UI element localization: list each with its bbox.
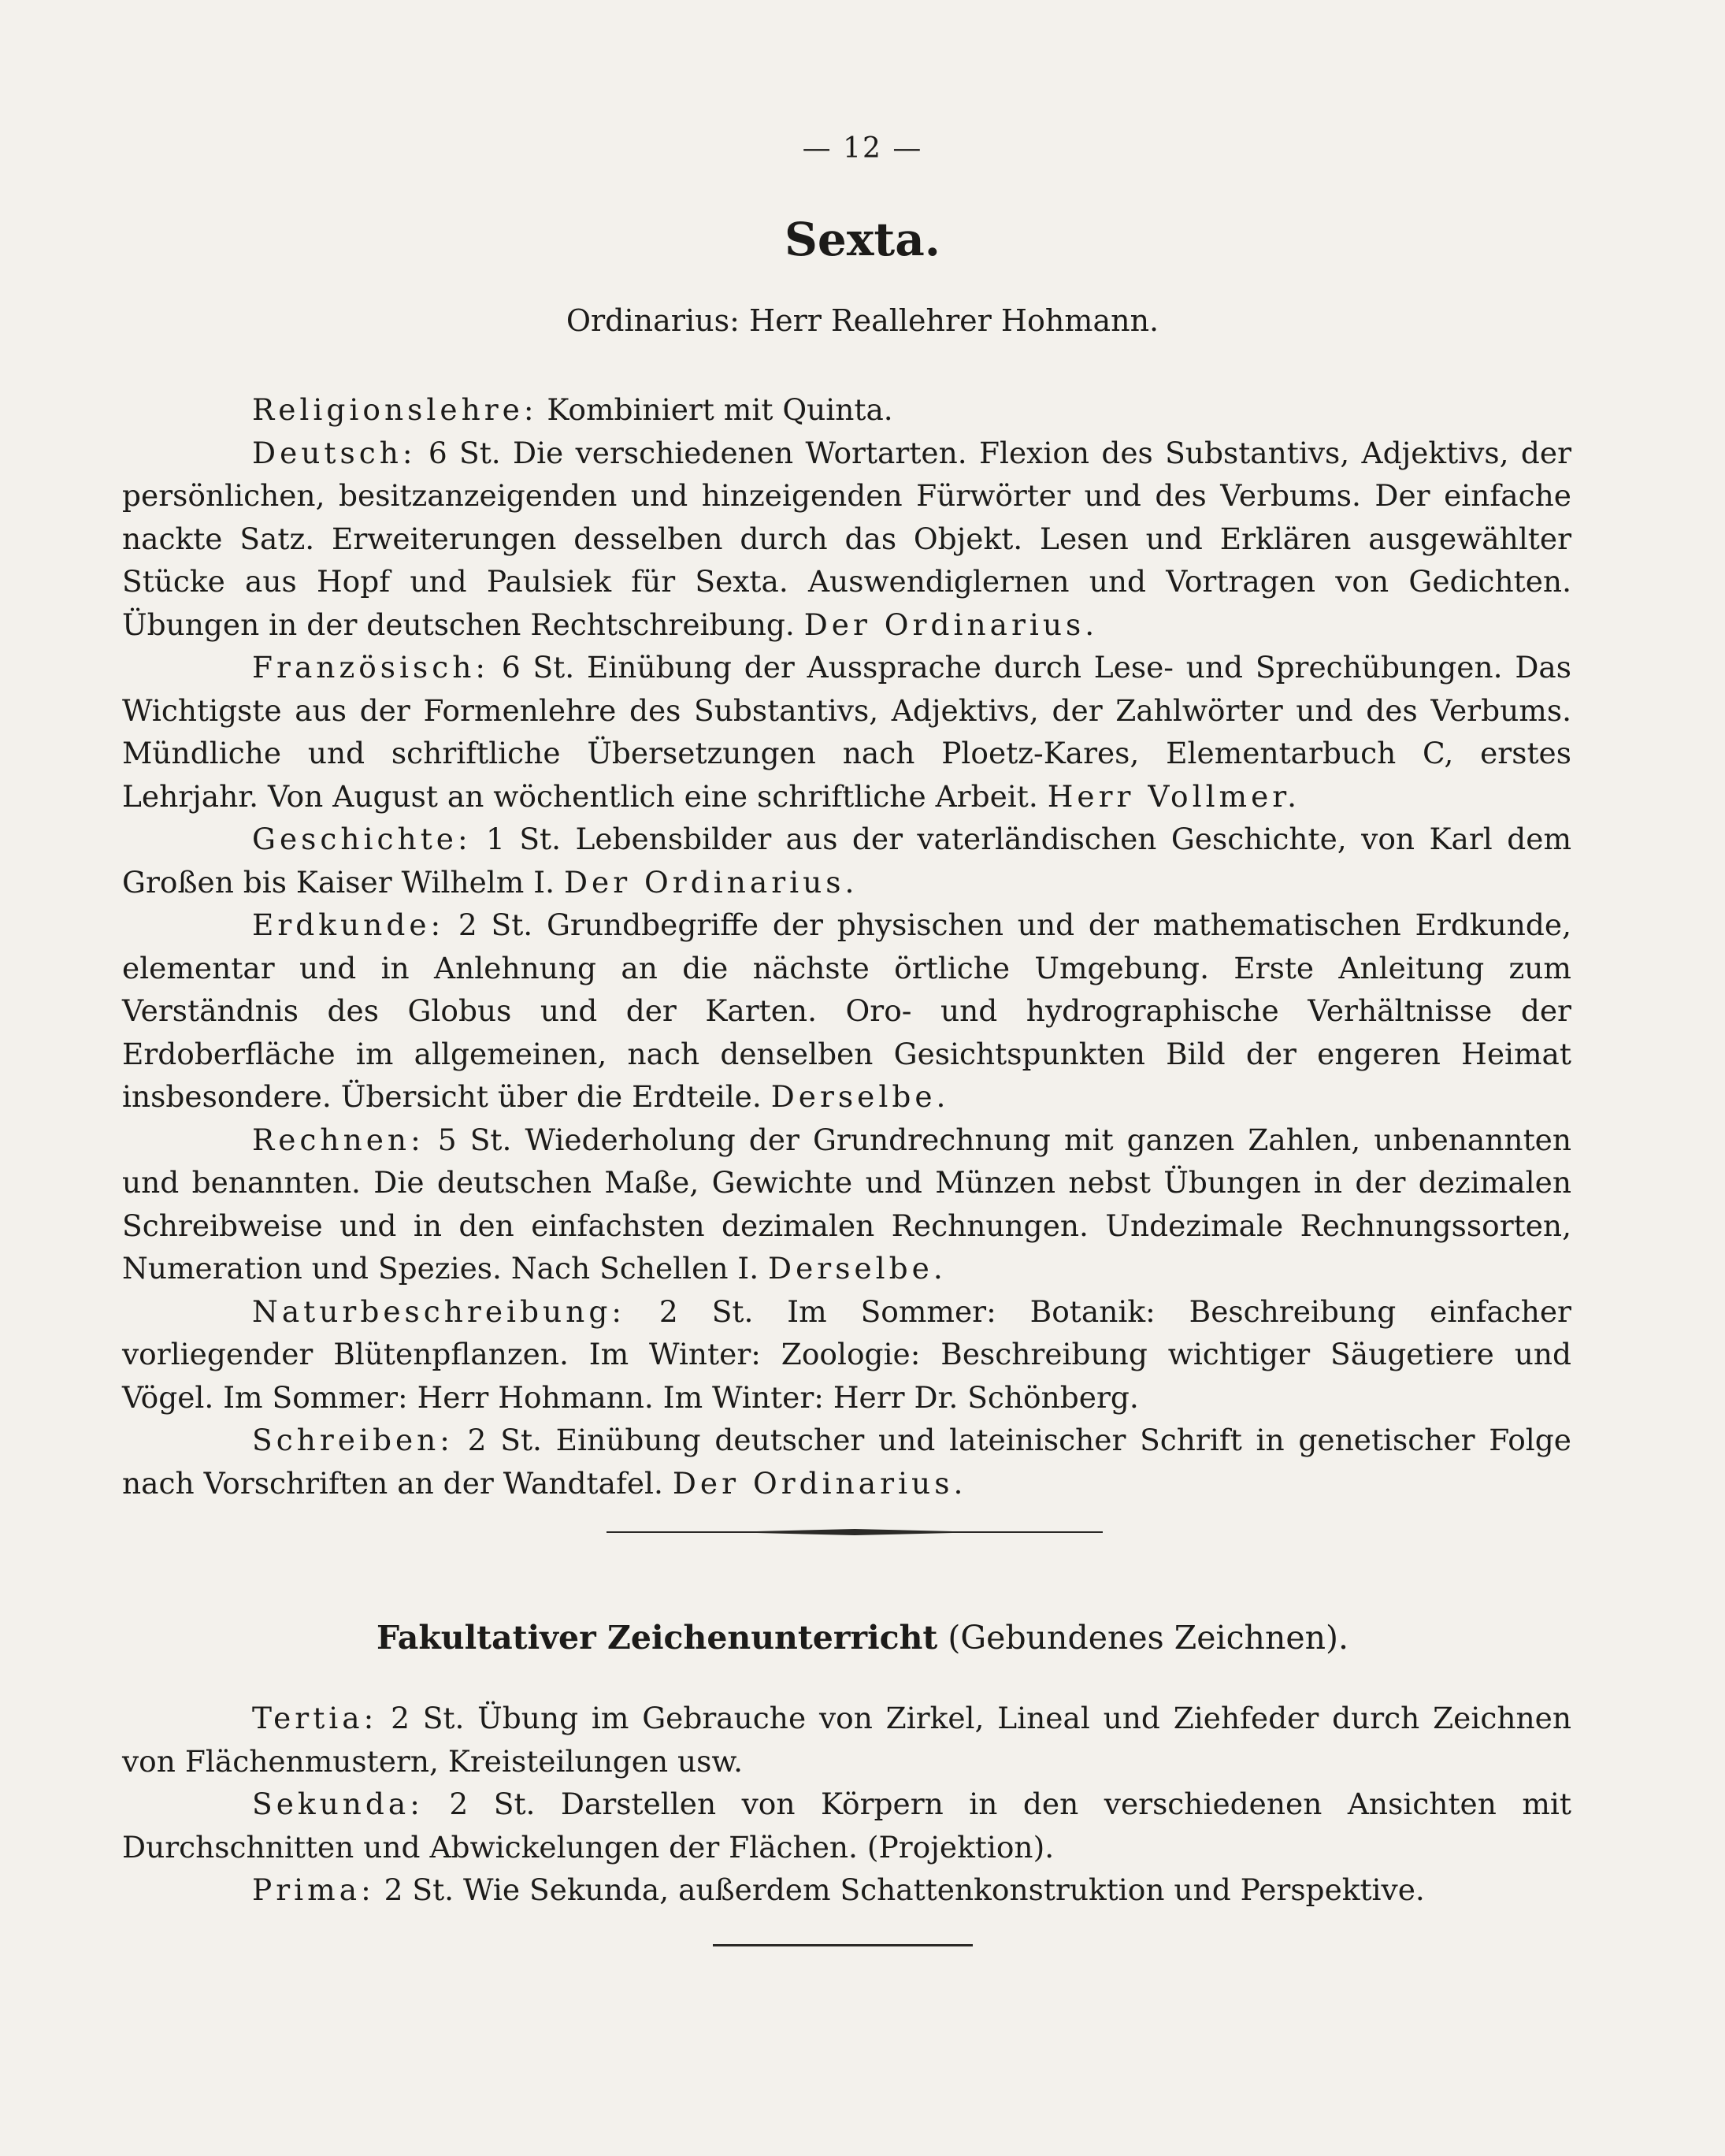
subject-description: 1 St. Lebensbilder aus der vaterländischen Geschichte, von Karl dem Großen bis Kaiser Wilhelm I. — [122, 822, 1571, 900]
subject-description: 2 St. Übung im Gebrauche von Zirkel, Lineal und Ziehfeder durch Zeichnen von Flächenmustern, Kreisteilungen usw. — [122, 1701, 1571, 1779]
teacher-name: Herr Vollmer. — [1047, 778, 1301, 814]
subject-description: 5 St. Wiederholung der Grundrechnung mit ganzen Zahlen, unbenannten und benannten. Die deutschen Maße, Gewichte und Münzen nebst Übungen in der dezimalen Schreibweise und in den einfachsten dezimalen Rechnungen. Undezimale Rechnungssorten, Numeration und Spezies. Nach Schellen I. — [122, 1122, 1571, 1286]
section-title-main: Fakultativer Zeichenunterricht — [376, 1619, 938, 1657]
teacher-name: Derselbe. — [770, 1079, 950, 1114]
subject-label: Schreiben: — [252, 1423, 454, 1457]
end-divider — [713, 1944, 973, 1946]
teacher-name: Der Ordinarius. — [672, 1465, 967, 1501]
subject-description: 6 St. Die verschiedenen Wortarten. Flexion des Substantivs, Adjektivs, der persönlichen, besitzanzeigenden und hinzeigenden Fürwörter und des Verbums. Der einfache nackte Satz. Erweiterungen desselben durch das Objekt. Lesen und Erklären ausgewählter Stücke aus Hopf und Paulsiek für Sexta. Auswendiglernen und Vortragen von Gedichten. Übungen in der deutschen Rechtschreibung. — [122, 435, 1571, 642]
subject-label: Tertia: — [252, 1701, 378, 1735]
subject-description: Kombiniert mit Quinta. — [537, 392, 893, 427]
subject-paragraph — [122, 1290, 1571, 1419]
subject-paragraph — [122, 646, 1571, 818]
section-title-drawing — [0, 1619, 1725, 1657]
subject-label: Sekunda: — [252, 1787, 424, 1821]
subject-label: Französisch: — [252, 650, 490, 685]
subject-label: Religionslehre: — [252, 392, 538, 427]
page-number: — 12 — — [802, 132, 923, 165]
page-title: Sexta. — [785, 213, 940, 266]
subject-paragraph — [122, 388, 1571, 432]
subject-label: Naturbeschreibung: — [252, 1293, 625, 1329]
subject-paragraph — [122, 1868, 1571, 1912]
class-teacher-line: Ordinarius: Herr Reallehrer Hohmann. — [566, 303, 1159, 338]
subject-label: Prima: — [252, 1872, 375, 1907]
curriculum-section-sexta — [122, 388, 1571, 1505]
curriculum-section-drawing — [122, 1697, 1571, 1912]
subject-description: 6 St. Einübung der Aussprache durch Lese- und Sprechübungen. Das Wichtigste aus der Formenlehre des Substantivs, Adjektivs, der Zahlwörter und des Verbums. Mündliche und schriftliche Übersetzungen nach Ploetz-Kares, Elementarbuch C, erstes Lehrjahr. Von August an wöchentlich eine schriftliche Arbeit. — [122, 650, 1571, 814]
subject-description: 2 St. Wie Sekunda, außerdem Schattenkonstruktion und Perspektive. — [374, 1872, 1425, 1907]
teacher-name: Derselbe. — [768, 1251, 947, 1286]
subject-paragraph — [122, 432, 1571, 647]
subject-label: Erdkunde: — [252, 907, 445, 942]
section-title-subtitle: (Gebundenes Zeichnen). — [937, 1619, 1349, 1657]
subject-label: Rechnen: — [252, 1122, 425, 1157]
subject-description: 2 St. Darstellen von Körpern in den verschiedenen Ansichten mit Durchschnitten und Abwickelungen der Flächen. (Projektion). — [122, 1787, 1571, 1865]
subject-label: Deutsch: — [252, 435, 417, 470]
subject-description: 2 St. Im Sommer: Botanik: Beschreibung einfacher vorliegender Blütenpflanzen. Im Winter: Zoologie: Beschreibung wichtiger Säugetiere und Vögel. Im Sommer: Herr Hohmann. Im Winter: Herr Dr. Schönberg. — [122, 1293, 1571, 1415]
subject-paragraph — [122, 1119, 1571, 1290]
subject-paragraph — [122, 818, 1571, 904]
subject-description: 2 St. Einübung deutscher und lateinischer Schrift in genetischer Folge nach Vorschriften an der Wandtafel. — [122, 1423, 1571, 1501]
subject-paragraph — [122, 1697, 1571, 1783]
subject-label: Geschichte: — [252, 822, 472, 856]
ornamental-divider — [607, 1528, 1103, 1536]
subject-paragraph — [122, 1783, 1571, 1868]
subject-paragraph — [122, 904, 1571, 1119]
subject-paragraph — [122, 1419, 1571, 1505]
subject-description: 2 St. Grundbegriffe der physischen und der mathematischen Erdkunde, elementar und in Anlehnung an die nächste örtliche Umgebung. Erste Anleitung zum Verständnis des Globus und der Karten. Oro- und hydrographische Verhältnisse der Erdoberfläche im allgemeinen, nach denselben Gesichtspunkten Bild der engeren Heimat insbesondere. Übersicht über die Erdteile. — [122, 907, 1571, 1114]
teacher-name: Der Ordinarius. — [803, 607, 1099, 642]
teacher-name: Der Ordinarius. — [563, 864, 859, 900]
